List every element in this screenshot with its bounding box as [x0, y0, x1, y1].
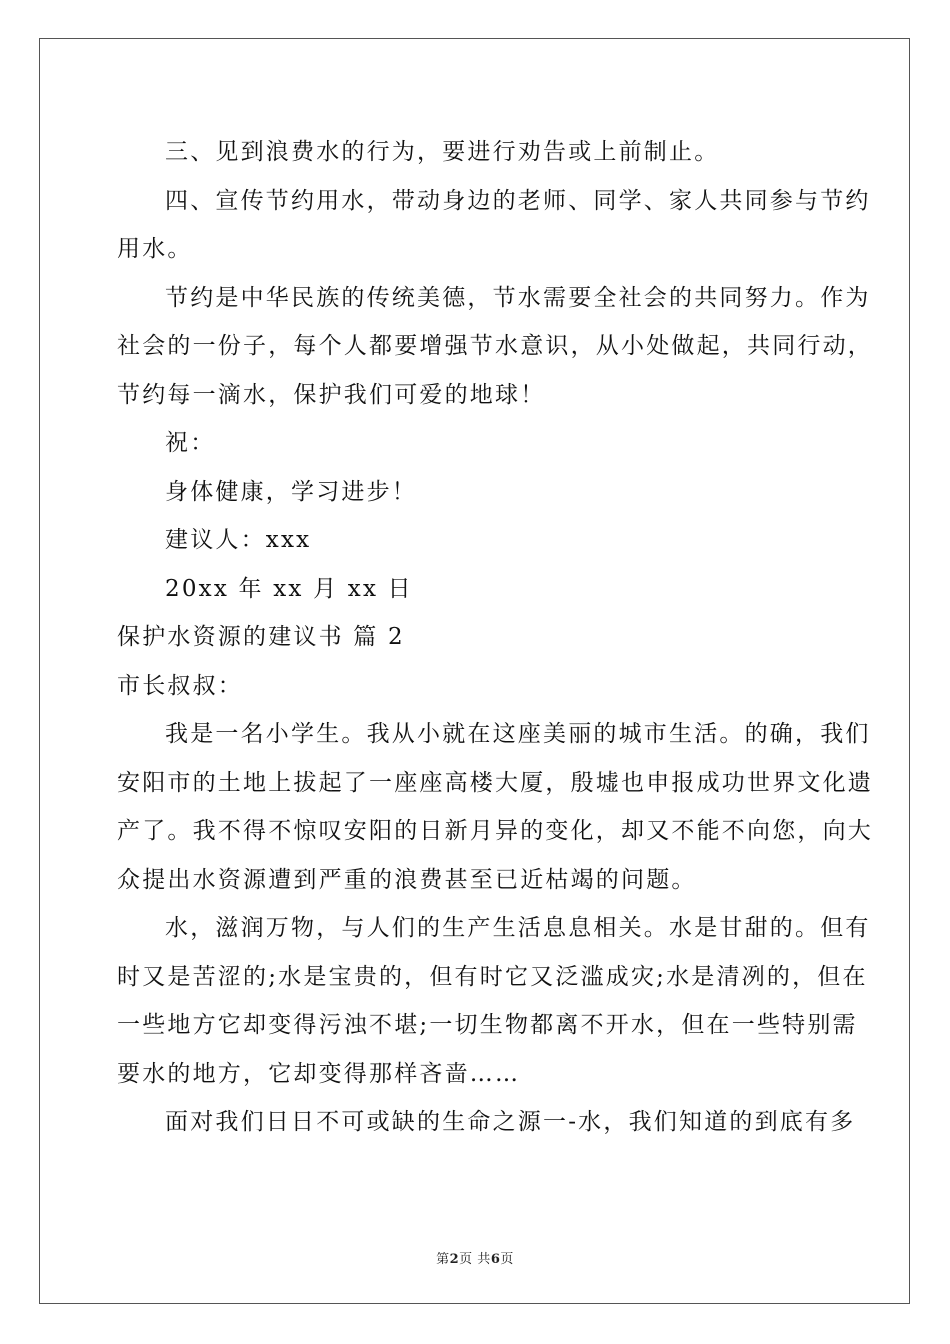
text-line: 节约每一滴水，保护我们可爱的地球！: [117, 381, 546, 408]
text-line: 安阳市的土地上拔起了一座座高楼大厦，殷墟也申报成功世界文化遗: [117, 769, 873, 796]
text-line: 三、见到浪费水的行为，要进行劝告或上前制止。: [165, 139, 720, 165]
text-line: 要水的地方，它却变得那样吝啬……: [117, 1060, 521, 1087]
text-line: 我是一名小学生。我从小就在这座美丽的城市生活。的确，我们: [165, 721, 871, 747]
page-mid: 页 共: [459, 1252, 491, 1267]
text-line: 身体健康，学习进步！: [165, 478, 417, 505]
date-line: 20xx 年 xx 月 xx 日: [165, 575, 413, 602]
text-line: 节约是中华民族的传统美德，节水需要全社会的共同努力。作为: [165, 284, 871, 311]
text-line: 社会的一份子，每个人都要增强节水意识，从小处做起，共同行动，: [117, 333, 873, 359]
page-suffix: 页: [500, 1252, 514, 1267]
section-title: 保护水资源的建议书 篇 2: [117, 624, 405, 650]
text-line: 用水。: [117, 236, 193, 262]
document-body: [117, 128, 873, 1147]
text-line: 面对我们日日不可或缺的生命之源一-水，我们知道的到底有多: [165, 1109, 856, 1135]
text-line: 建议人：xxx: [165, 527, 312, 553]
page-footer: [0, 1248, 950, 1267]
text-line: 四、宣传节约用水，带动身边的老师、同学、家人共同参与节约: [165, 187, 871, 214]
salutation: 市长叔叔：: [117, 672, 243, 699]
page-total: 6: [490, 1252, 501, 1267]
text-line: 一些地方它却变得污浊不堪;一切生物都离不开水，但在一些特别需: [117, 1012, 858, 1038]
page-current: 2: [449, 1252, 460, 1267]
text-line: 水，滋润万物，与人们的生产生活息息相关。水是甘甜的。但有: [165, 915, 871, 941]
text-line: 产了。我不得不惊叹安阳的日新月异的变化，却又不能不向您，向大: [117, 818, 873, 844]
text-line: 祝：: [165, 430, 216, 456]
text-line: 众提出水资源遭到严重的浪费甚至已近枯竭的问题。: [117, 866, 697, 893]
page-prefix: 第: [436, 1252, 450, 1267]
text-line: 时又是苦涩的;水是宝贵的，但有时它又泛滥成灾;水是清冽的，但在: [117, 963, 868, 990]
